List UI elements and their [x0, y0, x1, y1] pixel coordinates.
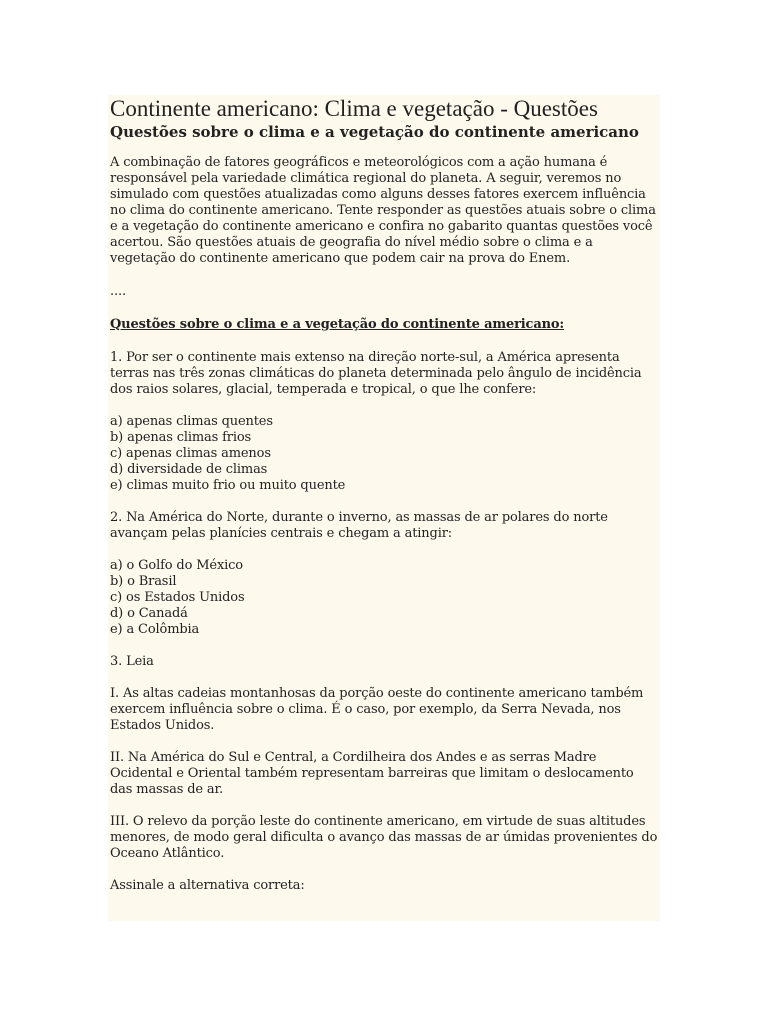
question-2-options [110, 558, 658, 638]
question-2-option-a: a) o Golfo do México [110, 558, 243, 573]
question-2-option-d: d) o Canadá [110, 606, 188, 621]
document-page [108, 95, 660, 921]
question-2-text: 2. Na América do Norte, durante o inverno, as massas de ar polares do norte avançam pelas planícies centrais e chegam a atingir: [110, 510, 608, 541]
question-2-option-c: c) os Estados Unidos [110, 590, 245, 605]
question-1-option-b: b) apenas climas frios [110, 430, 252, 445]
question-1-option-c: c) apenas climas amenos [110, 446, 271, 461]
question-3-statement-1: I. As altas cadeias montanhosas da porção oeste do continente americano também exercem influência sobre o clima. É o caso, por exemplo, da Serra Nevada, nos Estados Unidos. [110, 686, 644, 733]
question-1-option-d: d) diversidade de climas [110, 462, 268, 477]
document-body [110, 142, 658, 894]
question-1-option-e: e) climas muito frio ou muito quente [110, 478, 346, 493]
ellipsis: .... [110, 284, 126, 299]
intro-paragraph: A combinação de fatores geográficos e meteorológicos com a ação humana é responsável pela variedade climática regional do planeta. A seguir, veremos no simulado com questões atualizadas como alguns desses fatores exercem influência no clima do continente americano. Tente responder as questões atuais sobre o clima e a vegetação do continente americano e confira no gabarito quantas questões você acertou. São questões atuais de geografia do nível médio sobre o clima e a vegetação do continente americano que podem cair na prova do Enem. [110, 155, 656, 266]
question-3-statement-2: II. Na América do Sul e Central, a Cordilheira dos Andes e as serras Madre Ocidental e Oriental também representam barreiras que limitam o deslocamento das massas de ar. [110, 750, 634, 797]
question-3-text: 3. Leia [110, 654, 154, 669]
section-heading: Questões sobre o clima e a vegetação do continente americano: [110, 317, 565, 332]
question-1-options [110, 414, 658, 494]
question-2-option-b: b) o Brasil [110, 574, 177, 589]
document-subtitle: Questões sobre o clima e a vegetação do continente americano [110, 123, 639, 141]
question-3-prompt: Assinale a alternativa correta: [110, 878, 305, 893]
question-1-option-a: a) apenas climas quentes [110, 414, 273, 429]
question-2-option-e: e) a Colômbia [110, 622, 200, 637]
document-title: Continente americano: Clima e vegetação - Questões [110, 96, 598, 121]
question-1-text: 1. Por ser o continente mais extenso na direção norte-sul, a América apresenta terras nas três zonas climáticas do planeta determinada pelo ângulo de incidência dos raios solares, glacial, temperada e tropical, o que lhe confere: [110, 350, 642, 397]
question-3-statement-3: III. O relevo da porção leste do continente americano, em virtude de suas altitudes menores, de modo geral dificulta o avanço das massas de ar úmidas provenientes do Oceano Atlântico. [110, 814, 658, 861]
